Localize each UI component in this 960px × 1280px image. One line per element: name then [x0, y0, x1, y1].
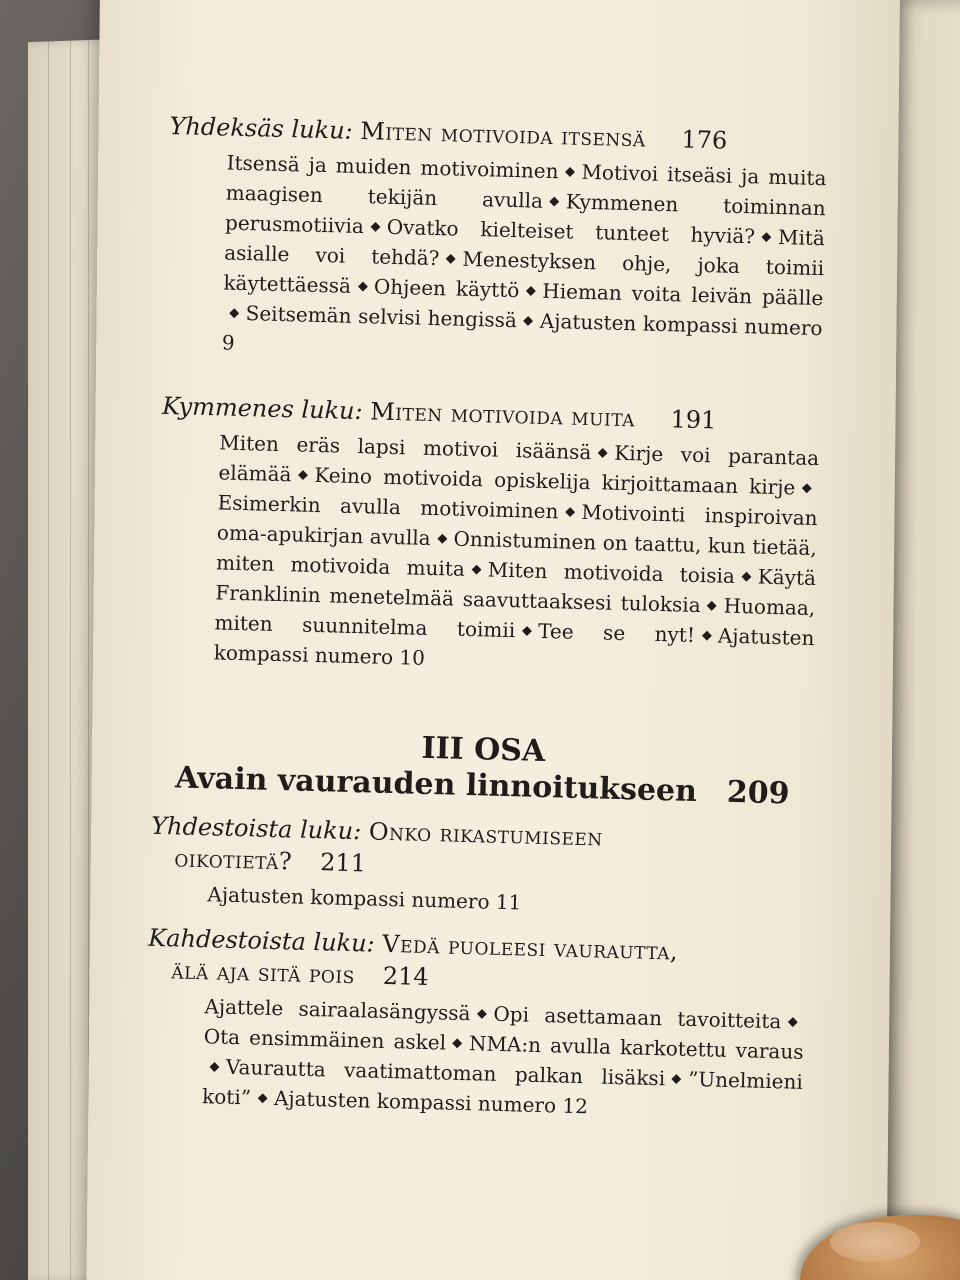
- subtopic: Motivoi itseäsi ja muita maagisen tekijän avulla: [225, 159, 827, 213]
- subtopic: Esimerkin avulla motivoiminen: [217, 490, 559, 524]
- subtopic: ”Unelmieni koti”: [201, 1066, 804, 1110]
- diamond-separator-icon: [550, 196, 560, 206]
- chapter-title: Miten motivoida muita: [369, 397, 636, 433]
- diamond-separator-icon: [210, 1062, 220, 1072]
- chapter-subtopics: [202, 991, 805, 1127]
- part-page-number: 209: [726, 774, 790, 812]
- chapter-page-number: 211: [319, 848, 367, 878]
- chapter-label: Kymmenes luku:: [161, 391, 364, 426]
- diamond-separator-icon: [358, 281, 368, 291]
- subtopic: Käytä Franklinin menetelmää saavuttaaksesi tuloksia: [215, 564, 817, 618]
- chapter-title: Vedä puoleesi vaurautta,: [381, 929, 679, 966]
- subtopic: Ota ensimmäinen askel: [203, 1024, 447, 1055]
- subtopic: Onnistuminen on taattu, kun tietää, miten motivoida muita: [215, 526, 818, 581]
- diamond-separator-icon: [522, 626, 532, 636]
- chapter-label: Yhdeksäs luku:: [169, 111, 354, 145]
- toc-entry-chapter-11: [149, 810, 811, 925]
- subtopic: Ohjeen käyttö: [373, 274, 520, 303]
- diamond-separator-icon: [446, 253, 456, 263]
- chapter-title-line2: älä aja sitä pois: [171, 956, 356, 990]
- subtopic: Kymmenen toiminnan perusmotiivia: [224, 189, 826, 239]
- diamond-separator-icon: [526, 286, 536, 296]
- diamond-separator-icon: [598, 447, 608, 457]
- chapter-title: Onko rikastumiseen: [368, 817, 604, 852]
- subtopic: Ovatko kielteiset tunteet hyviä?: [386, 214, 756, 249]
- chapter-title: Miten motivoida itsensä: [359, 116, 647, 153]
- diamond-separator-icon: [762, 232, 772, 242]
- subtopic: Mitä asialle voi tehdä?: [223, 224, 826, 271]
- subtopic: Miten motivoida toisia: [487, 557, 736, 588]
- diamond-separator-icon: [453, 1038, 463, 1048]
- diamond-separator-icon: [741, 571, 751, 581]
- subtopic: Ajatusten kompassi numero 11: [207, 882, 522, 915]
- subtopic: Seitsemän selvisi hengissä: [245, 301, 518, 333]
- chapter-page-number: 176: [681, 125, 728, 155]
- subtopic: Ajatusten kompassi numero 10: [213, 623, 815, 670]
- thumbnail-highlight: [830, 1222, 920, 1262]
- chapter-page-number: 191: [670, 405, 717, 435]
- diamond-separator-icon: [298, 470, 308, 480]
- chapter-label: Kahdestoista luku:: [147, 923, 376, 958]
- subtopic: Motivointi inspiroivan oma-apukirjan avulla: [216, 499, 818, 550]
- diamond-separator-icon: [471, 564, 481, 574]
- chapter-subtopics: [213, 427, 819, 683]
- diamond-separator-icon: [477, 1009, 487, 1019]
- subtopic: Itsensä ja muiden motivoiminen: [226, 150, 559, 184]
- diamond-separator-icon: [565, 507, 575, 517]
- diamond-separator-icon: [437, 533, 447, 543]
- subtopic: Miten eräs lapsi motivoi isäänsä: [219, 430, 592, 465]
- chapter-label: Yhdestoista luku:: [150, 811, 362, 846]
- subtopic: Huomaa, miten suunnitelma toimii: [214, 593, 816, 643]
- subtopic: Menestyksen ohje, joka toimii käytettäessä: [223, 246, 825, 298]
- subtopic: Ajatusten kompassi numero 12: [273, 1086, 589, 1119]
- toc-entry-chapter-10: [155, 390, 822, 683]
- toc-entry-chapter-12: [144, 922, 809, 1127]
- toc-entry-chapter-9: [164, 110, 830, 373]
- subtopic: Ajatusten kompassi numero 9: [221, 308, 823, 355]
- diamond-separator-icon: [788, 1017, 798, 1027]
- diamond-separator-icon: [802, 483, 812, 493]
- part-number: III OSA: [421, 730, 546, 770]
- subtopic: Opi asettamaan tavoitteita: [493, 1001, 782, 1034]
- table-of-contents: [144, 110, 830, 1127]
- chapter-title-line2: oikotietä?: [174, 844, 293, 876]
- diamond-separator-icon: [701, 630, 711, 640]
- diamond-separator-icon: [258, 1093, 268, 1103]
- diamond-separator-icon: [672, 1074, 682, 1084]
- part-title: Avain vaurauden linnoitukseen: [174, 760, 698, 810]
- chapter-page-number: 214: [382, 961, 429, 992]
- diamond-separator-icon: [707, 600, 717, 610]
- chapter-subtopics: [222, 148, 827, 374]
- subtopic: Keino motivoida opiskelija kirjoittamaan kirje: [314, 462, 796, 500]
- subtopic: Hieman voita leivän päälle: [542, 278, 824, 311]
- diamond-separator-icon: [370, 221, 380, 231]
- diamond-separator-icon: [229, 308, 239, 318]
- diamond-separator-icon: [523, 316, 533, 326]
- subtopic: Tee se nyt!: [537, 618, 696, 647]
- subtopic: Ajattele sairaalasängyssä: [204, 994, 471, 1026]
- subtopic: Vaurautta vaatimattoman palkan lisäksi: [225, 1054, 666, 1091]
- subtopic: Kirje voi parantaa elämää: [218, 440, 820, 487]
- diamond-separator-icon: [565, 167, 575, 177]
- subtopic: NMA:n avulla karkotettu varaus: [468, 1031, 804, 1064]
